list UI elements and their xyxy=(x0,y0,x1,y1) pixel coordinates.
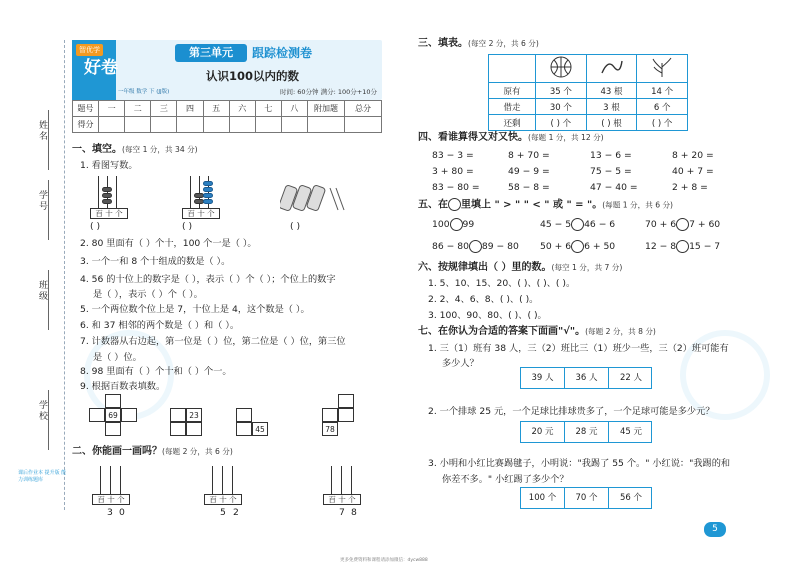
chart-box[interactable] xyxy=(236,422,252,436)
fill-table-image-cell xyxy=(637,55,688,83)
q8-text: 8. 98 里面有（ ）个十和（ ）个一。 xyxy=(80,366,232,377)
place-tens: 十 xyxy=(197,209,205,218)
chart-box[interactable] xyxy=(170,408,186,422)
q7-text-b: 是（ ）位。 xyxy=(93,352,142,363)
binding-dashed-line xyxy=(64,40,65,510)
compare-left: 45 − 5 xyxy=(540,219,572,230)
section-6-title xyxy=(418,262,622,274)
calc-item: 47 − 40 = xyxy=(590,182,638,193)
pattern-item: 3. 100、90、80、( )、( )。 xyxy=(428,310,547,321)
fill-table-cell: 3 根 xyxy=(586,99,637,115)
place-tens: 十 xyxy=(105,209,113,218)
q7-2-text: 2. 一个排球 25 元，一个足球比排球贵多了，一个足球可能是多少元？ xyxy=(428,406,715,417)
section-2-title xyxy=(72,446,233,458)
abacus-bead xyxy=(203,181,213,186)
chart-box-given: 69 xyxy=(105,408,121,422)
class-label: 班级 xyxy=(37,280,47,302)
compare-item xyxy=(432,218,474,231)
q9-text: 9. 根据百数表填数。 xyxy=(80,381,166,392)
choice-option[interactable]: 36 人 xyxy=(565,368,609,388)
choice-row xyxy=(520,367,652,389)
compare-item xyxy=(540,240,615,253)
q1-text: 1. 看图写数。 xyxy=(80,160,138,171)
q4-text-a: 4. 56 的十位上的数字是（ ），表示（ ）个（ ）；个位上的数字 xyxy=(80,274,336,285)
abacus-bead xyxy=(102,199,112,204)
section-4-title xyxy=(418,132,604,144)
fill-table-row xyxy=(489,99,688,115)
page-title: 认识100以内的数 xyxy=(206,69,300,83)
page-number: 5 xyxy=(704,522,726,537)
calc-item: 58 − 8 = xyxy=(508,182,550,193)
calc-item: 8 + 20 = xyxy=(672,150,714,161)
choice-option[interactable]: 28 元 xyxy=(565,422,609,442)
score-cell: 得分 xyxy=(73,117,99,133)
compare-right: 15 − 7 xyxy=(689,241,721,252)
plant-icon xyxy=(649,55,675,79)
choice-row xyxy=(520,421,652,443)
section-7-note: (每题 2 分，共 8 分) xyxy=(585,327,656,336)
compare-item xyxy=(645,240,720,253)
compare-circle[interactable] xyxy=(450,218,463,231)
stick-bundles-image xyxy=(280,180,350,216)
id-label: 学号 xyxy=(37,190,47,212)
unit-title: 跟踪检测卷 xyxy=(252,46,313,60)
score-cell: 五 xyxy=(203,101,229,117)
class-line xyxy=(48,270,49,330)
chart-box-given: 23 xyxy=(186,408,202,422)
abacus-base xyxy=(182,208,220,219)
compare-circle[interactable] xyxy=(676,218,689,231)
choice-option[interactable]: 20 元 xyxy=(521,422,565,442)
answer-paren: ( ) xyxy=(90,221,101,232)
abacus-base xyxy=(90,208,128,219)
fill-table-image-row xyxy=(489,55,688,83)
chart-box[interactable] xyxy=(338,394,354,408)
abacus-rod xyxy=(232,466,233,494)
score-input[interactable] xyxy=(229,117,255,133)
place-ones: 个 xyxy=(117,495,125,504)
id-line xyxy=(48,180,49,240)
chart-box-given: 78 xyxy=(322,422,338,436)
fill-table xyxy=(488,54,688,131)
fill-table-answer[interactable]: ( ) 个 xyxy=(637,115,688,131)
score-input[interactable] xyxy=(307,117,344,133)
q7-1-text-a: 1. 三（1）班有 38 人，三（2）班比三（1）班少一些，三（2）班可能有 xyxy=(428,343,729,354)
calc-item: 75 − 5 = xyxy=(590,166,632,177)
score-cell: 三 xyxy=(151,101,177,117)
score-table xyxy=(72,100,382,133)
place-tens: 十 xyxy=(338,495,346,504)
pattern-item: 2. 2、4、6、8、( )、( )。 xyxy=(428,294,539,305)
score-cell: 六 xyxy=(229,101,255,117)
abacus-rod xyxy=(351,466,352,494)
draw-number-tens: 3 xyxy=(107,507,113,518)
place-hundreds: 百 xyxy=(187,209,195,218)
section-5-note: (每题 1 分，共 6 分) xyxy=(602,200,674,210)
score-input[interactable] xyxy=(281,117,307,133)
compare-circle[interactable] xyxy=(676,240,689,253)
score-input[interactable] xyxy=(177,117,203,133)
score-cell: 一 xyxy=(99,101,125,117)
section-4-heading: 四、看谁算得又对又快。 xyxy=(418,132,528,143)
compare-right: 99 xyxy=(462,219,475,230)
ball-icon xyxy=(548,55,574,79)
abacus-rod xyxy=(110,466,111,494)
chart-box[interactable] xyxy=(322,408,338,422)
abacus-rod xyxy=(212,466,213,494)
grade-label: 一年级 数学 下 (JJ版) xyxy=(118,89,170,95)
score-cell: 二 xyxy=(125,101,151,117)
choice-option[interactable]: 45 元 xyxy=(619,427,643,437)
abacus-bead xyxy=(102,193,112,198)
fill-table-corner xyxy=(489,55,536,83)
compare-circle[interactable] xyxy=(571,218,584,231)
fill-table-answer[interactable]: ( ) 根 xyxy=(586,115,637,131)
exam-meta: 时间: 60分钟 满分: 100分+10分 xyxy=(280,88,377,96)
fill-table-label: 还剩 xyxy=(489,115,536,131)
score-cell: 题号 xyxy=(73,101,99,117)
draw-number-tens: 5 xyxy=(220,507,226,518)
chart-box[interactable] xyxy=(170,422,186,436)
choice-option[interactable]: 56 个 xyxy=(619,493,643,503)
choice-option[interactable]: 100 个 xyxy=(521,488,565,508)
compare-circle-icon xyxy=(448,198,461,211)
place-hundreds: 百 xyxy=(209,495,217,504)
answer-paren: ( ) xyxy=(290,221,301,232)
q5-text: 5. 一个两位数个位上是 7，十位上是 4，这个数是（ ）。 xyxy=(80,304,310,315)
score-cell: 八 xyxy=(281,101,307,117)
q4-text-b: 是（ ），表示（ ）个（ ）。 xyxy=(93,289,203,300)
section-6-note: (每空 1 分，共 7 分) xyxy=(551,263,623,272)
pattern-item: 1. 5、10、15、20、( )、( )、( )。 xyxy=(428,278,576,289)
section-1-note: (每空 1 分，共 34 分) xyxy=(122,145,198,154)
brand-tag: 智优学 xyxy=(76,44,103,56)
abacus-rod xyxy=(222,466,223,494)
compare-item xyxy=(540,218,615,231)
draw-number-ones: 8 xyxy=(351,507,357,518)
score-cell: 附加题 xyxy=(307,101,344,117)
score-input-row xyxy=(73,117,382,133)
straw-icon xyxy=(598,55,624,79)
abacus-rod xyxy=(331,466,332,494)
name-label: 姓名 xyxy=(37,120,47,142)
compare-left: 12 − 8 xyxy=(645,241,677,252)
calc-item: 49 − 9 = xyxy=(508,166,550,177)
chart-box-given: 45 xyxy=(252,422,268,436)
abacus-bead xyxy=(203,199,213,204)
q3-text: 3. 一个一和 8 个十组成的数是（ ）。 xyxy=(80,256,231,267)
chart-box[interactable] xyxy=(236,408,252,422)
place-ones: 个 xyxy=(348,495,356,504)
section-4-note: (每题 1 分，共 12 分) xyxy=(528,133,604,142)
fill-table-cell: 30 个 xyxy=(536,99,587,115)
fill-table-label: 原有 xyxy=(489,83,536,99)
q7-1-text-b: 多少人？ xyxy=(442,358,479,369)
choice-option[interactable]: 70 个 xyxy=(565,488,609,508)
section-7-title xyxy=(418,326,656,338)
fill-table-cell: 14 个 xyxy=(637,83,688,99)
section-1-title xyxy=(72,144,198,156)
abacus-base xyxy=(92,494,130,505)
compare-right: 89 − 80 xyxy=(481,241,519,252)
abacus-bead xyxy=(203,193,213,198)
calc-item: 2 + 8 = xyxy=(672,182,708,193)
school-line xyxy=(48,390,49,450)
score-input[interactable] xyxy=(255,117,281,133)
score-input[interactable] xyxy=(203,117,229,133)
section-3-title xyxy=(418,38,539,50)
brand-logo: 好卷 xyxy=(84,58,118,78)
choice-option[interactable]: 39 人 xyxy=(521,368,565,388)
compare-left: 70 + 6 xyxy=(645,219,677,230)
abacus-base xyxy=(323,494,361,505)
chart-box[interactable] xyxy=(121,408,137,422)
abacus-base xyxy=(204,494,242,505)
name-line xyxy=(48,110,49,170)
choice-row xyxy=(520,487,652,509)
answer-paren: ( ) xyxy=(182,221,193,232)
fill-table-image-cell xyxy=(536,55,587,83)
score-input[interactable] xyxy=(151,117,177,133)
section-3-heading: 三、填表。 xyxy=(418,38,468,49)
calc-item: 40 + 7 = xyxy=(672,166,714,177)
compare-left: 100 xyxy=(432,219,450,230)
fill-table-cell: 6 个 xyxy=(637,99,688,115)
chart-box[interactable] xyxy=(89,408,105,422)
chart-box[interactable] xyxy=(338,408,354,422)
calc-item: 3 + 80 = xyxy=(432,166,474,177)
score-cell: 四 xyxy=(177,101,203,117)
calc-item: 13 − 6 = xyxy=(590,150,632,161)
school-label: 学校 xyxy=(37,400,47,422)
fill-table-label: 借走 xyxy=(489,99,536,115)
chart-box[interactable] xyxy=(105,394,121,408)
section-3-note: (每空 2 分，共 6 分) xyxy=(468,39,539,48)
score-cell: 总分 xyxy=(344,101,381,117)
place-tens: 十 xyxy=(219,495,227,504)
compare-item xyxy=(645,218,720,231)
chart-box[interactable] xyxy=(105,422,121,436)
place-hundreds: 百 xyxy=(328,495,336,504)
place-tens: 十 xyxy=(107,495,115,504)
abacus-bead xyxy=(203,187,213,192)
calc-item: 83 − 3 = xyxy=(432,150,474,161)
compare-right: 6 + 50 xyxy=(584,241,616,252)
side-tag: 课后作业本 提升版 能力训练题库 xyxy=(18,470,67,483)
compare-right: 46 − 6 xyxy=(584,219,616,230)
chart-box[interactable] xyxy=(186,422,202,436)
unit-badge: 第三单元 xyxy=(175,44,247,62)
abacus-rod xyxy=(116,176,117,208)
draw-number-ones: 2 xyxy=(233,507,239,518)
score-cell: 七 xyxy=(255,101,281,117)
score-input[interactable] xyxy=(344,117,381,133)
fill-table-answer[interactable]: ( ) 个 xyxy=(536,115,587,131)
q6-text: 6. 和 37 相邻的两个数是（ ）和（ ）。 xyxy=(80,320,240,331)
fill-table-row xyxy=(489,83,688,99)
abacus-rod xyxy=(98,176,99,208)
calc-item: 8 + 70 = xyxy=(508,150,550,161)
fill-table-image-cell xyxy=(586,55,637,83)
compare-left: 86 − 80 xyxy=(432,241,469,252)
fill-table-cell: 43 根 xyxy=(586,83,637,99)
abacus-rod xyxy=(100,466,101,494)
score-input[interactable] xyxy=(125,117,151,133)
section-2-heading: 二、你能画一画吗？ xyxy=(72,446,162,457)
place-hundreds: 百 xyxy=(97,495,105,504)
score-input[interactable] xyxy=(99,117,125,133)
abacus-rod xyxy=(120,466,121,494)
place-ones: 个 xyxy=(115,209,123,218)
fill-table-cell: 35 个 xyxy=(536,83,587,99)
compare-circle[interactable] xyxy=(469,240,482,253)
fill-table-row xyxy=(489,115,688,131)
compare-circle[interactable] xyxy=(571,240,584,253)
choice-option[interactable]: 22 人 xyxy=(619,373,643,383)
section-6-heading: 六、按规律填出（ ）里的数。 xyxy=(418,262,552,273)
section-5-title xyxy=(418,198,673,212)
q7-3-text-a: 3. 小明和小红比赛踢毽子，小明说："我踢了 55 个。" 小红说："我踢的和 xyxy=(428,458,731,469)
compare-right: 7 + 60 xyxy=(689,219,721,230)
place-ones: 个 xyxy=(229,495,237,504)
compare-left: 50 + 6 xyxy=(540,241,572,252)
section-2-note: (每题 2 分，共 6 分) xyxy=(162,447,233,456)
q2-text: 2. 80 里面有（ ）个十，100 个一是（ ）。 xyxy=(80,238,257,249)
abacus-rod xyxy=(341,466,342,494)
footer-note: 更多免费资料和课程请添加微信：dycw888 xyxy=(340,558,428,563)
abacus-rod xyxy=(190,176,191,208)
compare-item xyxy=(432,240,519,253)
draw-number-ones: 0 xyxy=(119,507,125,518)
section-5-heading-b: 里填上 " > " " < " 或 " = "。 xyxy=(461,199,603,211)
section-1-heading: 一、填空。 xyxy=(72,144,122,155)
place-ones: 个 xyxy=(207,209,215,218)
section-5-heading-a: 五、在 xyxy=(418,199,448,211)
score-header-row xyxy=(73,101,382,117)
calc-item: 83 − 80 = xyxy=(432,182,480,193)
draw-number-tens: 7 xyxy=(339,507,345,518)
section-7-heading: 七、在你认为合适的答案下面画"√"。 xyxy=(418,326,586,337)
q7-3-text-b: 你差不多。" 小红踢了多少个？ xyxy=(442,474,569,485)
place-hundreds: 百 xyxy=(95,209,103,218)
q7-text-a: 7. 计数器从右边起，第一位是（ ）位，第二位是（ ）位，第三位 xyxy=(80,336,346,347)
abacus-bead xyxy=(102,187,112,192)
